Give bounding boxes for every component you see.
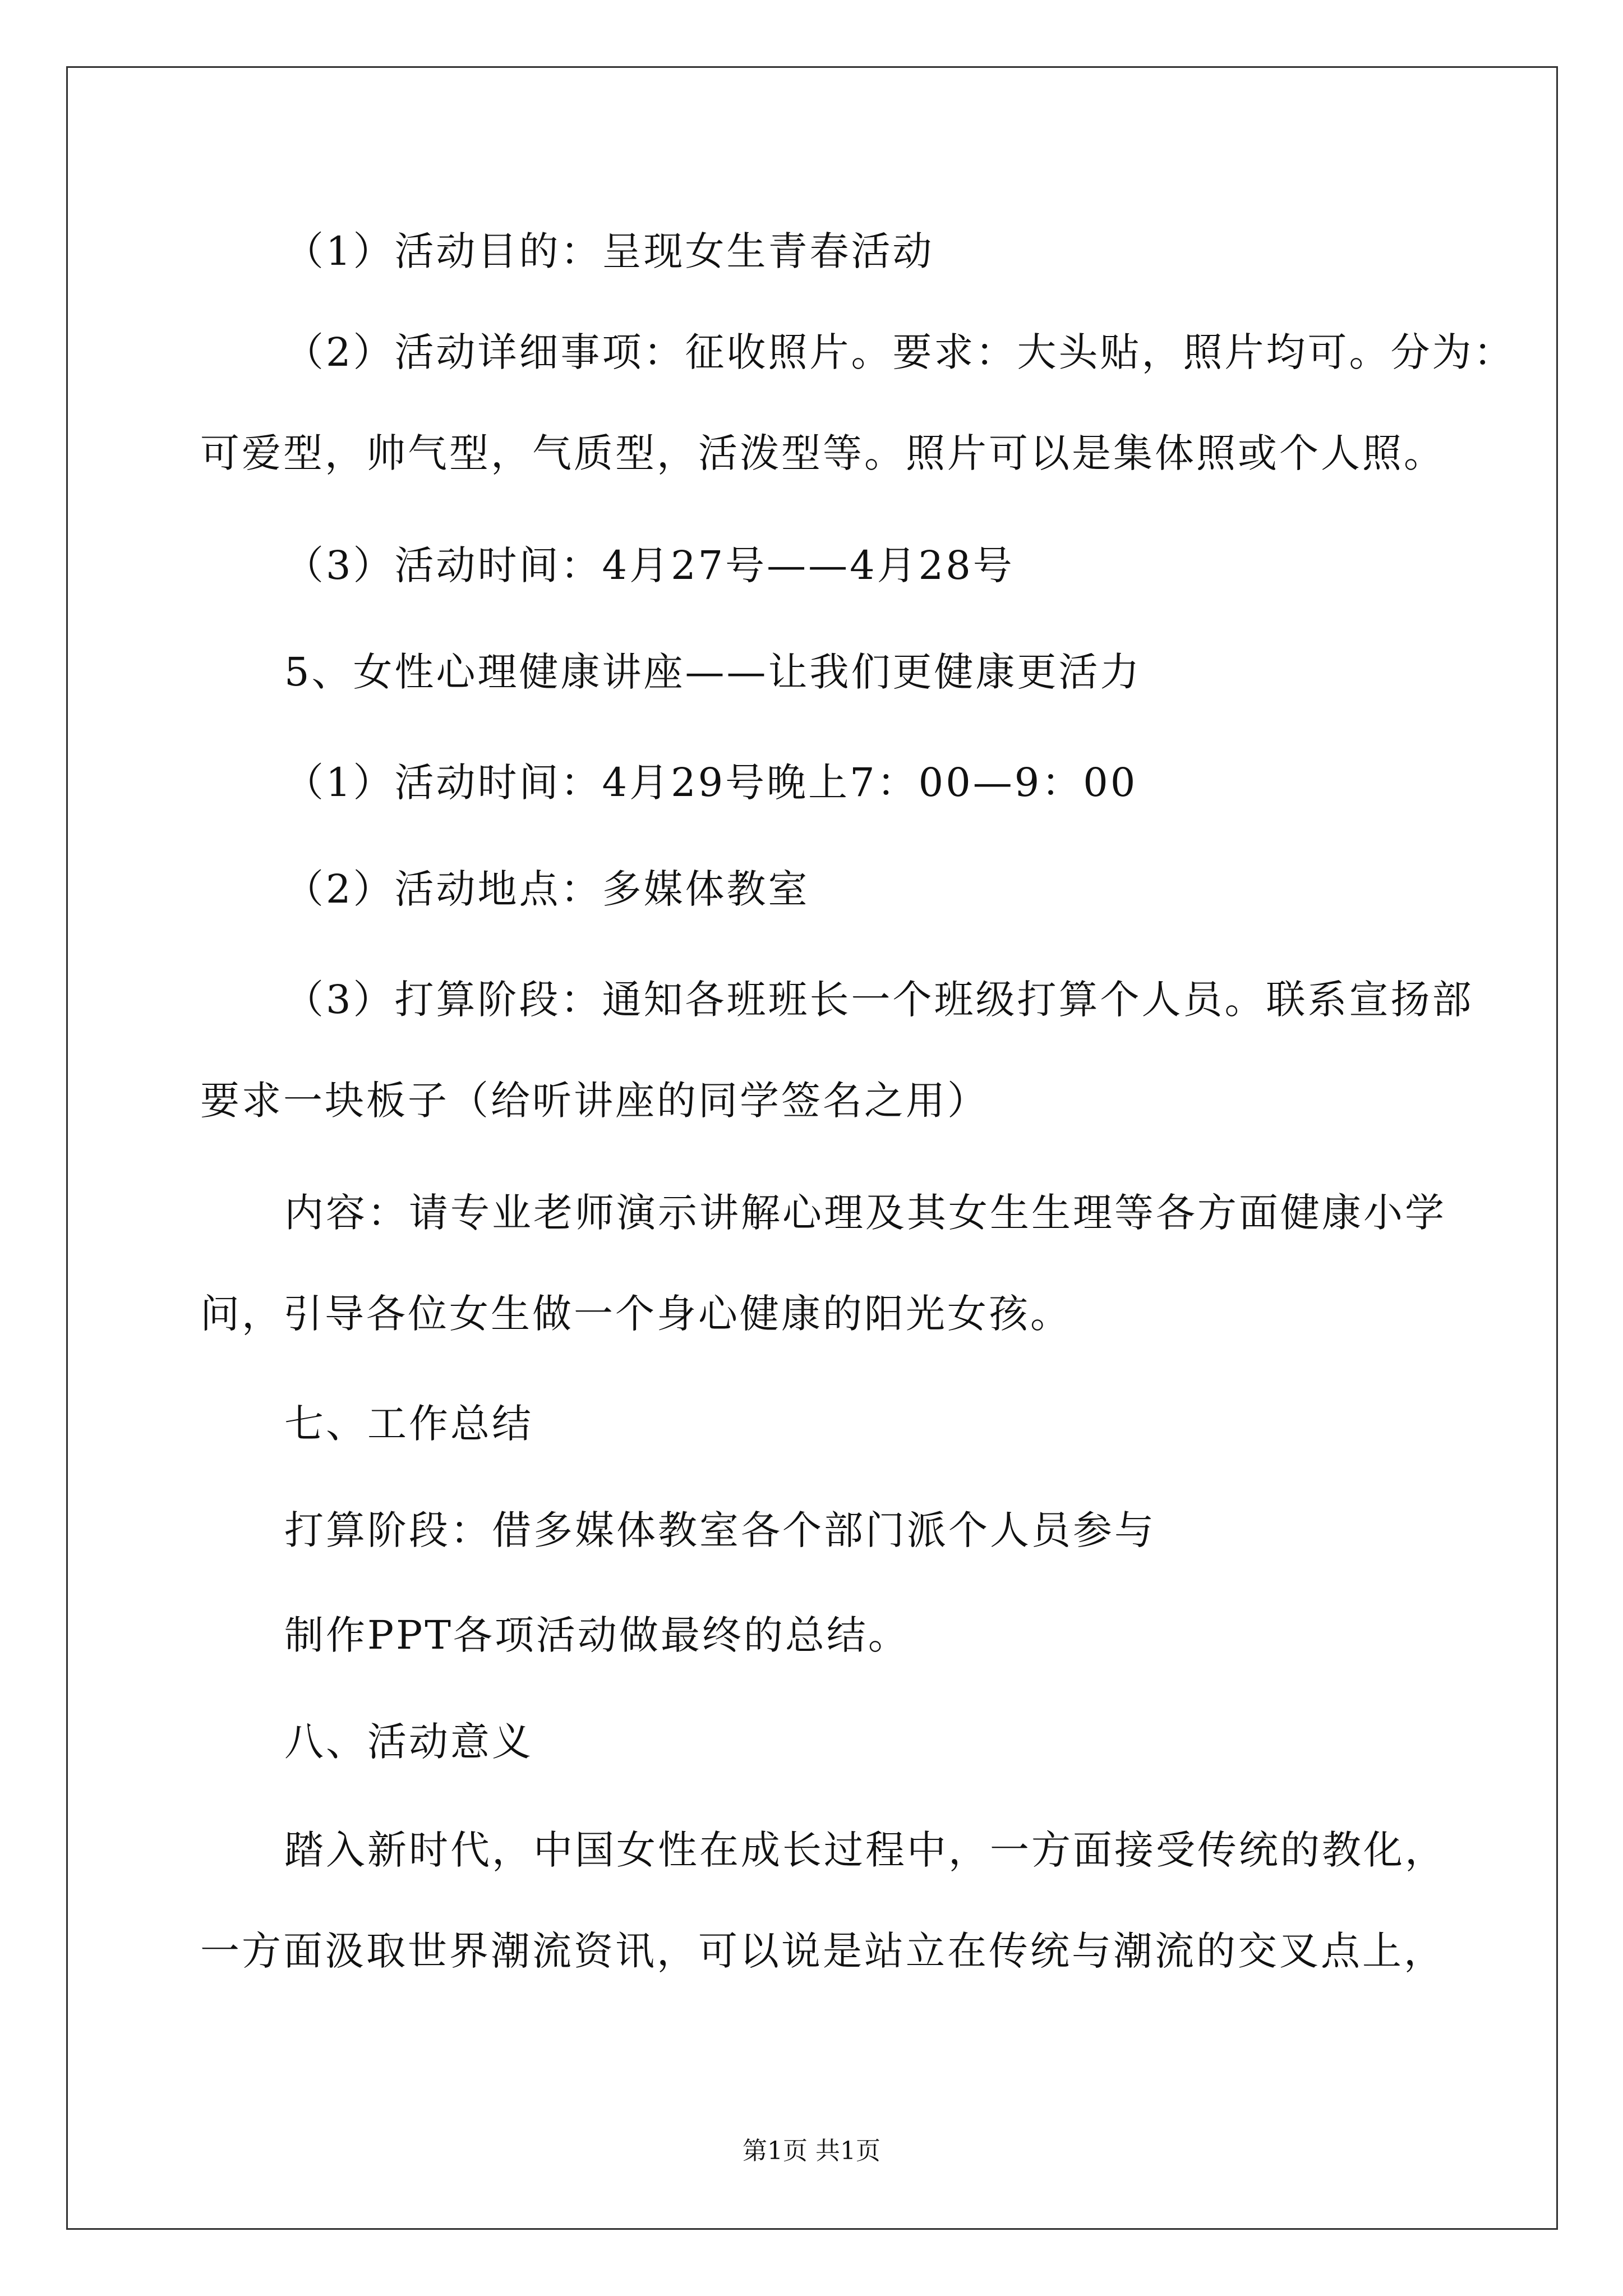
page-footer: 第1页 共1页 bbox=[743, 2137, 880, 2165]
text-line: 八、活动意义 bbox=[284, 1719, 533, 1765]
text-line: 内容：请专业老师演示讲解心理及其女生生理等各方面健康小学 bbox=[284, 1190, 1446, 1236]
text-line: （3）活动时间：4月27号——4月28号 bbox=[284, 542, 1015, 588]
text-line: 七、工作总结 bbox=[284, 1401, 533, 1447]
text-line: 5、女性心理健康讲座——让我们更健康更活力 bbox=[284, 649, 1142, 695]
text-line: （1）活动目的：呈现女生青春活动 bbox=[284, 228, 934, 274]
text-line: （3）打算阶段：通知各班班长一个班级打算个人员。联系宣扬部 bbox=[284, 977, 1474, 1023]
page-border bbox=[66, 66, 1558, 2230]
text-line: 打算阶段：借多媒体教室各个部门派个人员参与 bbox=[284, 1507, 1156, 1553]
text-line: 要求一块板子（给听讲座的同学签名之用） bbox=[200, 1078, 989, 1124]
text-line: （2）活动地点：多媒体教室 bbox=[284, 866, 810, 912]
text-line: 问，引导各位女生做一个身心健康的阳光女孩。 bbox=[200, 1291, 1072, 1337]
text-line: （1）活动时间：4月29号晚上7：00—9：00 bbox=[284, 760, 1138, 806]
text-line: 踏入新时代，中国女性在成长过程中，一方面接受传统的教化， bbox=[284, 1827, 1446, 1873]
text-line: 一方面汲取世界潮流资讯，可以说是站立在传统与潮流的交叉点上， bbox=[200, 1928, 1445, 1974]
text-line: （2）活动详细事项：征收照片。要求：大头贴，照片均可。分为： bbox=[284, 329, 1515, 375]
text-line: 制作PPT各项活动做最终的总结。 bbox=[284, 1612, 910, 1658]
text-line: 可爱型，帅气型，气质型，活泼型等。照片可以是集体照或个人照。 bbox=[200, 430, 1445, 476]
